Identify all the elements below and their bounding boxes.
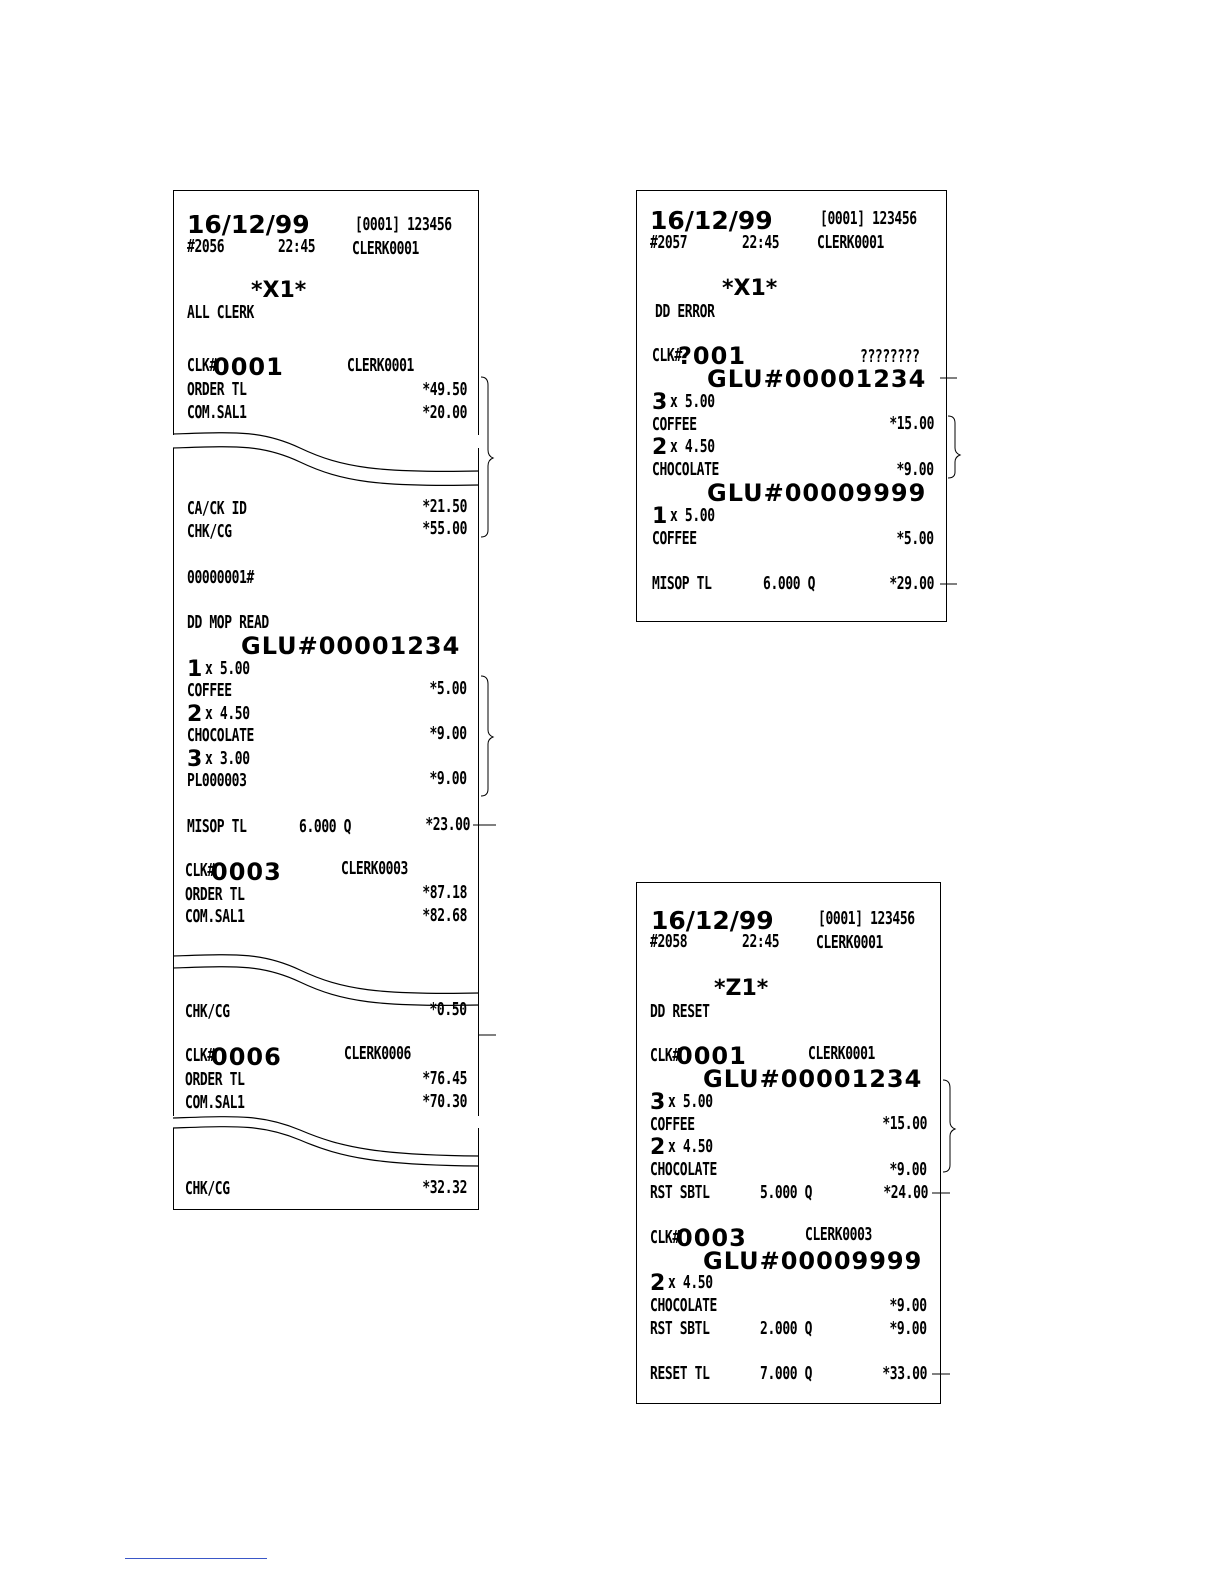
item-qty: 3 xyxy=(652,390,668,415)
bracket xyxy=(948,416,960,478)
receipt-clerk: CLERK0001 xyxy=(352,238,419,259)
item-amount: *9.00 xyxy=(889,1295,927,1316)
receipt-date: 16/12/99 xyxy=(651,906,774,935)
report-mode: *Z1* xyxy=(714,976,769,1001)
item-name: CHOCOLATE xyxy=(650,1159,717,1180)
line-label: CA/CK ID xyxy=(187,498,247,519)
item-amount: *9.00 xyxy=(429,723,467,744)
misop-qty: 6.000 Q xyxy=(763,573,816,594)
line-label: CHK/CG xyxy=(185,1001,230,1022)
clerk-number: 0001 xyxy=(213,353,284,381)
glu-number: GLU#00009999 xyxy=(707,479,927,507)
glu-number: GLU#00001234 xyxy=(241,632,461,660)
receipt-consec-no: #2057 xyxy=(650,232,688,253)
item-qty: 2 xyxy=(187,702,203,727)
item-qty: 1 xyxy=(187,657,203,682)
receipt-date: 16/12/99 xyxy=(650,206,773,235)
receipt-clerk: CLERK0001 xyxy=(816,932,883,953)
receipt-clerk: CLERK0001 xyxy=(817,232,884,253)
clerk-number: 0006 xyxy=(211,1043,282,1071)
item-name: PL000003 xyxy=(187,770,247,791)
item-name: COFFEE xyxy=(652,528,697,549)
clerk-label: CLK# xyxy=(185,1045,215,1066)
item-amount: *5.00 xyxy=(429,678,467,699)
line-amount: *70.30 xyxy=(422,1091,467,1112)
receipt-consec-no: #2058 xyxy=(650,931,688,952)
misop-qty: 6.000 Q xyxy=(299,816,352,837)
item-name: COFFEE xyxy=(650,1114,695,1135)
tear-edge xyxy=(173,433,479,472)
line-amount: *32.32 xyxy=(422,1177,467,1198)
item-qty: 2 xyxy=(650,1135,666,1160)
line-amount: *87.18 xyxy=(422,882,467,903)
receipt-reg-id: [0001] 123456 xyxy=(820,208,917,229)
misop-label: MISOP TL xyxy=(187,816,247,837)
report-mode: *X1* xyxy=(251,278,307,303)
item-amount: *9.00 xyxy=(896,459,934,480)
clerk-name: CLERK0001 xyxy=(347,355,414,376)
item-qty: 3 xyxy=(650,1090,666,1115)
clerk-label: CLK# xyxy=(185,860,215,881)
line-label: ORDER TL xyxy=(187,379,247,400)
line-label: ORDER TL xyxy=(185,884,245,905)
item-name: COFFEE xyxy=(187,680,232,701)
line-amount: *0.50 xyxy=(429,999,467,1020)
line-label: CHK/CG xyxy=(187,521,232,542)
bracket xyxy=(481,676,493,796)
clerk-label: CLK# xyxy=(650,1227,680,1248)
item-price: x 5.00 xyxy=(668,1091,713,1112)
bracket xyxy=(943,1080,955,1172)
tear-edge xyxy=(173,955,479,994)
line-amount: *82.68 xyxy=(422,905,467,926)
report-title: ALL CLERK xyxy=(187,302,254,323)
item-qty: 2 xyxy=(652,435,668,460)
line-amount: *55.00 xyxy=(422,518,467,539)
line-label: CHK/CG xyxy=(185,1178,230,1199)
misop-amount: *23.00 xyxy=(425,814,470,835)
receipt-time: 22:45 xyxy=(742,232,780,253)
item-price: x 4.50 xyxy=(670,436,715,457)
receipt-reg-id: [0001] 123456 xyxy=(355,214,452,235)
receipt-reg-id: [0001] 123456 xyxy=(818,908,915,929)
item-price: x 3.00 xyxy=(205,748,250,769)
item-amount: *15.00 xyxy=(882,1113,927,1134)
item-name: CHOCOLATE xyxy=(650,1295,717,1316)
clerk-label: CLK# xyxy=(187,355,217,376)
item-qty: 2 xyxy=(650,1271,666,1296)
line-label: COM.SAL1 xyxy=(187,402,247,423)
tear-edge xyxy=(173,1127,479,1166)
item-price: x 4.50 xyxy=(668,1136,713,1157)
rst-sbtl-qty: 5.000 Q xyxy=(760,1182,813,1203)
clerk-name: CLERK0001 xyxy=(808,1043,875,1064)
line-amount: *76.45 xyxy=(422,1068,467,1089)
clerk-name: ???????? xyxy=(860,346,920,367)
reset-total-amount: *33.00 xyxy=(882,1363,927,1384)
item-name: COFFEE xyxy=(652,414,697,435)
misop-label: MISOP TL xyxy=(652,573,712,594)
rst-sbtl-label: RST SBTL xyxy=(650,1182,710,1203)
glu-number: GLU#00001234 xyxy=(707,365,927,393)
dd-number: 00000001# xyxy=(187,567,254,588)
rst-sbtl-amount: *24.00 xyxy=(883,1182,928,1203)
item-amount: *15.00 xyxy=(889,413,934,434)
line-amount: *20.00 xyxy=(422,402,467,423)
line-amount: *49.50 xyxy=(422,379,467,400)
dd-title: DD MOP READ xyxy=(187,612,269,633)
item-amount: *5.00 xyxy=(896,528,934,549)
item-name: CHOCOLATE xyxy=(652,459,719,480)
clerk-name: CLERK0006 xyxy=(344,1043,411,1064)
rst-sbtl-qty: 2.000 Q xyxy=(760,1318,813,1339)
item-name: CHOCOLATE xyxy=(187,725,254,746)
receipt-time: 22:45 xyxy=(278,236,316,257)
item-price: x 4.50 xyxy=(205,703,250,724)
line-amount: *21.50 xyxy=(422,496,467,517)
bracket xyxy=(481,377,493,537)
glu-number: GLU#00009999 xyxy=(703,1247,923,1275)
item-amount: *9.00 xyxy=(429,768,467,789)
rst-sbtl-label: RST SBTL xyxy=(650,1318,710,1339)
rst-sbtl-amount: *9.00 xyxy=(889,1318,927,1339)
receipt-time: 22:45 xyxy=(742,931,780,952)
line-label: ORDER TL xyxy=(185,1069,245,1090)
glu-number: GLU#00001234 xyxy=(703,1065,923,1093)
item-amount: *9.00 xyxy=(889,1159,927,1180)
report-title: DD RESET xyxy=(650,1001,710,1022)
misop-amount: *29.00 xyxy=(889,573,934,594)
report-title: DD ERROR xyxy=(655,301,715,322)
item-price: x 5.00 xyxy=(670,505,715,526)
item-price: x 5.00 xyxy=(205,658,250,679)
reset-total-label: RESET TL xyxy=(650,1363,710,1384)
line-label: COM.SAL1 xyxy=(185,906,245,927)
clerk-number: ?001 xyxy=(678,342,747,370)
clerk-label: CLK# xyxy=(652,345,682,366)
clerk-number: 0003 xyxy=(211,858,282,886)
receipt-date: 16/12/99 xyxy=(187,210,310,239)
line-label: COM.SAL1 xyxy=(185,1092,245,1113)
clerk-label: CLK# xyxy=(650,1045,680,1066)
item-price: x 4.50 xyxy=(668,1272,713,1293)
item-qty: 1 xyxy=(652,504,668,529)
tear-edge xyxy=(173,447,479,486)
clerk-number: 0001 xyxy=(676,1042,747,1070)
footnote-rule xyxy=(125,1558,267,1559)
item-qty: 3 xyxy=(187,747,203,772)
tear-edge xyxy=(173,967,479,1006)
clerk-name: CLERK0003 xyxy=(341,858,408,879)
reset-total-qty: 7.000 Q xyxy=(760,1363,813,1384)
receipt-consec-no: #2056 xyxy=(187,236,225,257)
clerk-name: CLERK0003 xyxy=(805,1224,872,1245)
clerk-number: 0003 xyxy=(676,1224,747,1252)
item-price: x 5.00 xyxy=(670,391,715,412)
report-mode: *X1* xyxy=(722,276,778,301)
